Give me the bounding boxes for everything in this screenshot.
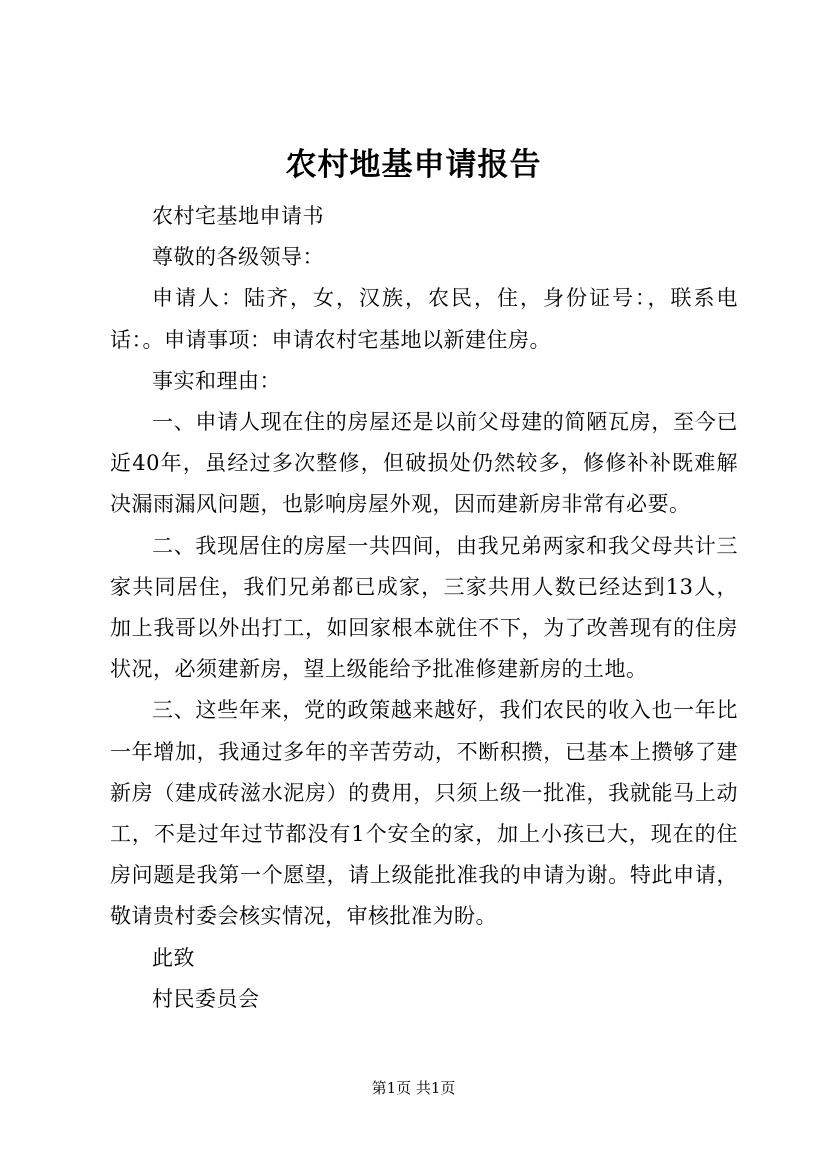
paragraph-applicant: 申请人：陆齐，女，汉族，农民，住，身份证号：，联系电话：。申请事项：申请农村宅基地以新建住房。 bbox=[110, 286, 738, 352]
paragraph-reason-2: 二、我现居住的房屋一共四间，由我兄弟两家和我父母共计三家共同居住，我们兄弟都已成家，三家共用人数已经达到13人，加上我哥以外出打工，如回家根本就住不下，为了改善现有的住房状况，必须建新房，望上级能给予批准修建新房的土地。 bbox=[110, 533, 738, 682]
document-title: 农村地基申请报告 bbox=[285, 147, 542, 183]
paragraph-recipient: 村民委员会 bbox=[152, 986, 260, 1011]
paragraph-closing: 此致 bbox=[152, 945, 195, 970]
paragraph-reason-1: 一、申请人现在住的房屋还是以前父母建的简陋瓦房，至今已近40年，虽经过多次整修，但破损处仍然较多，修修补补既难解决漏雨漏风问题，也影响房屋外观，因而建新房非常有必要。 bbox=[110, 410, 738, 517]
paragraph-reasons-heading: 事实和理由： bbox=[152, 368, 281, 393]
paragraph-reason-3: 三、这些年来，党的政策越来越好，我们农民的收入也一年比一年增加，我通过多年的辛苦劳动，不断积攒，已基本上攒够了建新房（建成砖滋水泥房）的费用，只须上级一批准，我就能马上动工，不是过年过节都没有1个安全的家，加上小孩已大，现在的住房问题是我第一个愿望，请上级能批准我的申请为谢。特此申请，敬请贵村委会核实情况，审核批准为盼。 bbox=[110, 698, 738, 929]
paragraph-salutation: 尊敬的各级领导： bbox=[152, 245, 324, 270]
page-number-footer: 第1页 共1页 bbox=[371, 1079, 456, 1097]
paragraph-subtitle: 农村宅基地申请书 bbox=[152, 204, 324, 228]
document-body bbox=[110, 196, 738, 1020]
